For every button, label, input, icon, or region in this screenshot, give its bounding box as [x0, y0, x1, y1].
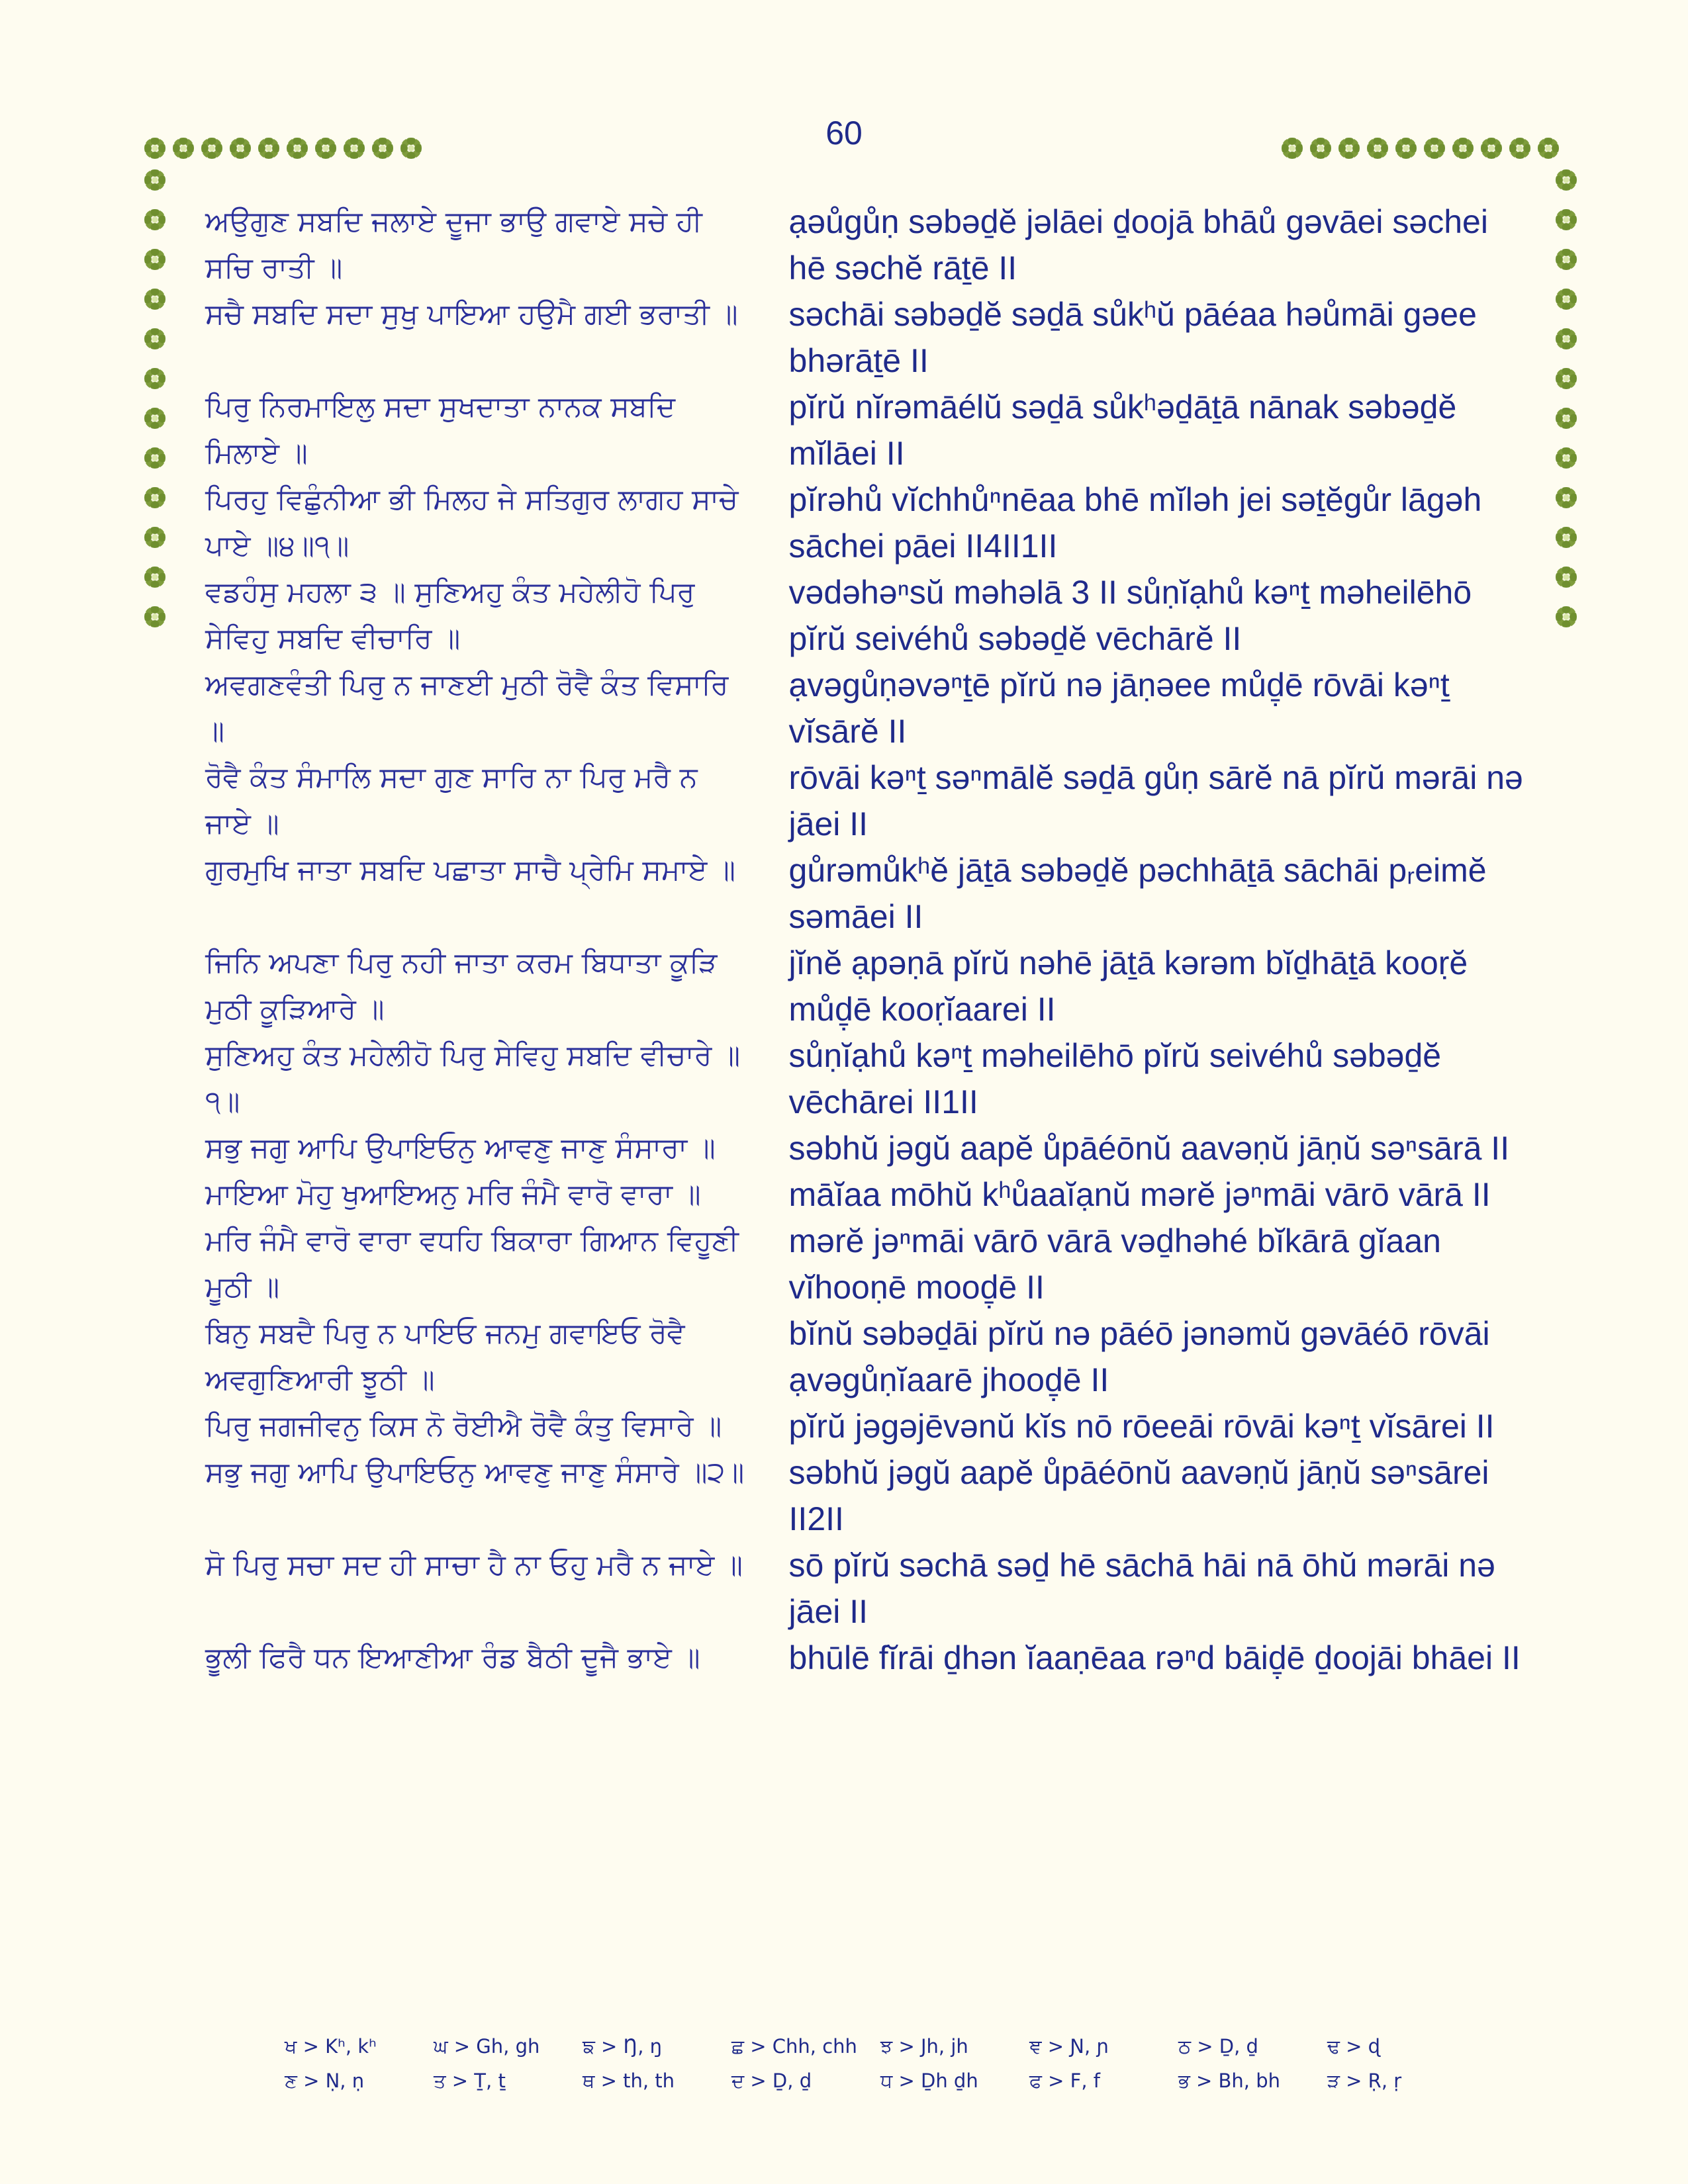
flower-ornament-icon	[144, 328, 165, 349]
transliteration-line: sō pĭrŭ səchā səḏ hē sāchā hāi nā ōhŭ mərāi nə jāei II	[788, 1547, 1495, 1630]
transliteration-line: ạəůgůṇ səbəḏĕ jəlāei ḏoojā bhāů gəvāei səchei hē səchĕ rāṯē II	[788, 203, 1488, 287]
verse-row	[205, 847, 1529, 940]
page-number: 60	[825, 114, 863, 152]
flower-ornament-icon	[1556, 209, 1577, 230]
flower-ornament-icon	[344, 138, 365, 159]
legend-item: ਝ > Jh, jh	[880, 2035, 968, 2058]
gurmukhi-line: ਭੂਲੀ ਫਿਰੈ ਧਨ ਇਆਣੀਆ ਰੰਡ ਬੈਠੀ ਦੂਜੈ ਭਾਏ ॥	[205, 1641, 700, 1674]
legend-item: ਘ > Gh, gh	[434, 2035, 540, 2058]
legend-item: ਤ > Ṯ, ṯ	[434, 2070, 506, 2092]
verse-row	[205, 1032, 1529, 1125]
flower-ornament-icon	[144, 368, 165, 389]
verse-row	[205, 384, 1529, 477]
transliteration-line: ạvəgůṇəvəⁿṯē pĭrŭ nə jāṇəee můḏ̣ē rōvāi kəⁿṯ vĭsārĕ II	[788, 666, 1450, 750]
gurmukhi-line: ਵਡਹੰਸੁ ਮਹਲਾ ੩ ॥ ਸੁਣਿਅਹੁ ਕੰਤ ਮਹੇਲੀਹੋ ਪਿਰੁ ਸੇਵਿਹੁ ਸਬਦਿ ਵੀਚਾਰਿ ॥	[205, 576, 695, 655]
flower-ornament-icon	[1538, 138, 1559, 159]
flower-ornament-icon	[144, 447, 165, 469]
transliteration-legend	[285, 2035, 1476, 2104]
gurmukhi-line: ਬਿਨੁ ਸਬਦੈ ਪਿਰੁ ਨ ਪਾਇਓ ਜਨਮੁ ਗਵਾਇਓ ਰੋਵੈ ਅਵਗੁਣਿਆਰੀ ਝੂਠੀ ॥	[205, 1317, 685, 1396]
verse-row	[205, 662, 1529, 754]
gurmukhi-line: ਗੁਰਮੁਖਿ ਜਾਤਾ ਸਬਦਿ ਪਛਾਤਾ ਸਾਚੈ ਪ੍ਰੇਮਿ ਸਮਾਏ ॥	[205, 854, 735, 887]
legend-item: ਣ > Ṇ, ṇ	[285, 2070, 365, 2092]
flower-ornament-icon	[372, 138, 393, 159]
flower-ornament-icon	[201, 138, 222, 159]
transliteration-line: bhūlē fĭrāi ḏhən ĭaaṇēaa rəⁿd bāiḏ̣ē ḏoojāi bhāei II	[788, 1639, 1521, 1676]
gurmukhi-line: ਅਉਗੁਣ ਸਬਦਿ ਜਲਾਏ ਦੂਜਾ ਭਾਉ ਗਵਾਏ ਸਚੇ ਹੀ ਸਚਿ ਰਾਤੀ ॥	[205, 205, 702, 285]
verse-row	[205, 477, 1529, 569]
verse-row	[205, 1125, 1529, 1171]
legend-row	[285, 2070, 1476, 2104]
verse-row	[205, 1542, 1529, 1635]
transliteration-line: vədəhəⁿsŭ məhəlā 3 II sůṇĭạhů kəⁿṯ məheilēhō pĭrŭ seivéhů səbəḏĕ vēchārĕ II	[788, 574, 1472, 657]
transliteration-line: pĭrŭ nĭrəmāélŭ səḏā sůkʰəḏāṯā nānak səbəḏĕ mĭlāei II	[788, 388, 1457, 472]
flower-ornament-icon	[173, 138, 194, 159]
flower-ornament-icon	[1310, 138, 1331, 159]
flower-ornament-icon	[144, 567, 165, 588]
gurmukhi-line: ਜਿਨਿ ਅਪਣਾ ਪਿਰੁ ਨਹੀ ਜਾਤਾ ਕਰਮ ਬਿਧਾਤਾ ਕੂੜਿ ਮੁਠੀ ਕੂੜਿਆਰੇ ॥	[205, 946, 718, 1026]
transliteration-line: səbhŭ jəgŭ aapĕ ůpāéōnŭ aavəṇŭ jāṇŭ səⁿsārei II2II	[788, 1454, 1489, 1537]
flower-ornament-icon	[1556, 447, 1577, 469]
flower-ornament-icon	[1395, 138, 1417, 159]
legend-item: ੜ > Ṛ, ṛ	[1327, 2070, 1402, 2092]
gurmukhi-line: ਸਭੁ ਜਗੁ ਆਪਿ ਉਪਾਇਓਨੁ ਆਵਣੁ ਜਾਣੁ ਸੰਸਾਰੇ ॥੨॥	[205, 1456, 745, 1489]
flower-ornament-icon	[1556, 328, 1577, 349]
transliteration-line: səbhŭ jəgŭ aapĕ ůpāéōnŭ aavəṇŭ jāṇŭ səⁿsārā II	[788, 1130, 1510, 1167]
flower-ornament-icon	[144, 487, 165, 508]
verse-row	[205, 940, 1529, 1032]
flower-ornament-icon	[315, 138, 336, 159]
gurmukhi-line: ਮਰਿ ਜੰਮੈ ਵਾਰੋ ਵਾਰਾ ਵਧਹਿ ਬਿਕਾਰਾ ਗਿਆਨ ਵਿਹੂਣੀ ਮੂਠੀ ॥	[205, 1224, 739, 1304]
flower-ornament-icon	[1481, 138, 1502, 159]
flower-ornament-icon	[144, 527, 165, 548]
legend-item: ਫ > F, f	[1029, 2070, 1100, 2092]
transliteration-line: bĭnŭ səbəḏāi pĭrŭ nə pāéō jənəmŭ gəvāéō rōvāi ạvəgůṇĭaarē jhooḏ̣ē II	[788, 1315, 1490, 1398]
flower-ornament-icon	[1556, 606, 1577, 627]
flower-ornament-icon	[1556, 169, 1577, 191]
verse-row	[205, 569, 1529, 662]
legend-item: ਠ > Ḏ, ḏ	[1178, 2035, 1258, 2058]
transliteration-line: pĭrŭ jəgəjēvənŭ kĭs nō rōeeāi rōvāi kəⁿṯ vĭsārei II	[788, 1408, 1495, 1445]
verse-table	[205, 199, 1529, 1681]
flower-ornament-icon	[1282, 138, 1303, 159]
verse-row	[205, 1403, 1529, 1449]
flower-ornament-icon	[144, 289, 165, 310]
transliteration-line: jĭnĕ ạpəṇā pĭrŭ nəhē jāṯā kərəm bĭḏhāṯā kooṛĕ můḏ̣ē kooṛĭaarei II	[788, 944, 1468, 1028]
gurmukhi-line: ਸੁਣਿਅਹੁ ਕੰਤ ਮਹੇਲੀਹੋ ਪਿਰੁ ਸੇਵਿਹੁ ਸਬਦਿ ਵੀਚਾਰੇ ॥੧॥	[205, 1039, 741, 1118]
verse-row	[205, 291, 1529, 384]
verse-row	[205, 1310, 1529, 1403]
flower-ornament-icon	[1452, 138, 1474, 159]
transliteration-line: rōvāi kəⁿṯ səⁿmālĕ səḏā gůṇ sārĕ nā pĭrŭ mərāi nə jāei II	[788, 759, 1523, 842]
gurmukhi-line: ਪਿਰੁ ਨਿਰਮਾਇਲੁ ਸਦਾ ਸੁਖਦਾਤਾ ਨਾਨਕ ਸਬਦਿ ਮਿਲਾਏ ॥	[205, 390, 676, 470]
flower-ornament-icon	[1556, 289, 1577, 310]
transliteration-line: māĭaa mōhŭ kʰůaaĭạnŭ mərĕ jəⁿmāi vārō vārā II	[788, 1176, 1491, 1213]
flower-ornament-icon	[144, 138, 165, 159]
flower-ornament-icon	[144, 408, 165, 429]
flower-ornament-icon	[1338, 138, 1360, 159]
legend-item: ਖ > Kʰ, kʰ	[285, 2035, 377, 2058]
transliteration-line: mərĕ jəⁿmāi vārō vārā vəḏhəhé bĭkārā gĭaan vĭhooṇē mooḏ̣ē II	[788, 1222, 1441, 1306]
flower-ornament-icon	[230, 138, 251, 159]
gurmukhi-line: ਸਭੁ ਜਗੁ ਆਪਿ ਉਪਾਇਓਨੁ ਆਵਣੁ ਜਾਣੁ ਸੰਸਾਰਾ ॥	[205, 1132, 716, 1165]
gurmukhi-line: ਪਿਰੁ ਜਗਜੀਵਨੁ ਕਿਸ ਨੋ ਰੋਈਐ ਰੋਵੈ ਕੰਤੁ ਵਿਸਾਰੇ ॥	[205, 1410, 722, 1443]
verse-row	[205, 1218, 1529, 1310]
legend-row	[285, 2035, 1476, 2070]
flower-ornament-icon	[287, 138, 308, 159]
gurmukhi-line: ਸਚੈ ਸਬਦਿ ਸਦਾ ਸੁਖੁ ਪਾਇਆ ਹਉਮੈ ਗਈ ਭਰਾਤੀ ॥	[205, 298, 738, 331]
flower-ornament-icon	[144, 209, 165, 230]
legend-item: ਢ > ɖ	[1327, 2035, 1381, 2058]
verse-row	[205, 1635, 1529, 1681]
legend-item: ਥ > th, th	[583, 2070, 675, 2092]
flower-ornament-icon	[1424, 138, 1445, 159]
flower-ornament-icon	[1556, 249, 1577, 270]
gurmukhi-line: ਪਿਰਹੁ ਵਿਛੁੰਨੀਆ ਭੀ ਮਿਲਹ ਜੇ ਸਤਿਗੁਰ ਲਾਗਹ ਸਾਚੇ ਪਾਏ ॥੪॥੧॥	[205, 483, 739, 563]
transliteration-line: sůṇĭạhů kəⁿṯ məheilēhō pĭrŭ seivéhů səbəḏĕ vēchārei II1II	[788, 1037, 1442, 1120]
flower-ornament-icon	[1556, 567, 1577, 588]
flower-ornament-icon	[258, 138, 279, 159]
flower-ornament-icon	[144, 606, 165, 627]
flower-ornament-icon	[1556, 487, 1577, 508]
gurmukhi-line: ਅਵਗਣਵੰਤੀ ਪਿਰੁ ਨ ਜਾਣਈ ਮੁਠੀ ਰੋਵੈ ਕੰਤ ਵਿਸਾਰਿ ॥	[205, 668, 729, 748]
transliteration-line: pĭrəhů vĭchhůⁿnēaa bhē mĭləh jei səṯĕgůr lāgəh sāchei pāei II4II1II	[788, 481, 1482, 565]
transliteration-line: gůrəmůkʰĕ jāṯā səbəḏĕ pəchhāṯā sāchāi pᵣeimĕ səmāei II	[788, 852, 1487, 935]
legend-item: ਦ > Ḏ, ḏ	[731, 2070, 812, 2092]
flower-ornament-icon	[144, 169, 165, 191]
verse-row	[205, 754, 1529, 847]
flower-ornament-icon	[1556, 368, 1577, 389]
gurmukhi-line: ਸੋ ਪਿਰੁ ਸਚਾ ਸਦ ਹੀ ਸਾਚਾ ਹੈ ਨਾ ਓਹੁ ਮਰੈ ਨ ਜਾਏ ॥	[205, 1549, 743, 1582]
flower-ornament-icon	[1367, 138, 1388, 159]
flower-ornament-icon	[1509, 138, 1530, 159]
legend-item: ਙ > Ŋ, ŋ	[583, 2035, 663, 2058]
flower-ornament-icon	[144, 249, 165, 270]
verse-row	[205, 1449, 1529, 1542]
transliteration-line: səchāi səbəḏĕ səḏā sůkʰŭ pāéaa həůmāi gəee bhərāṯē II	[788, 296, 1477, 379]
flower-ornament-icon	[1556, 408, 1577, 429]
legend-item: ਭ > Bh, bh	[1178, 2070, 1281, 2092]
flower-ornament-icon	[400, 138, 422, 159]
legend-item: ਞ > Ɲ, ɲ	[1029, 2035, 1109, 2058]
flower-ornament-icon	[1556, 527, 1577, 548]
legend-item: ਛ > Chh, chh	[731, 2035, 857, 2058]
verse-row	[205, 1171, 1529, 1218]
gurmukhi-line: ਮਾਇਆ ਮੋਹੁ ਖੁਆਇਅਨੁ ਮਰਿ ਜੰਮੈ ਵਾਰੋ ਵਾਰਾ ॥	[205, 1178, 701, 1211]
verse-row	[205, 199, 1529, 291]
legend-item: ਧ > Ḏh ḏh	[880, 2070, 978, 2092]
gurmukhi-line: ਰੋਵੈ ਕੰਤ ਸੰਮਾਲਿ ਸਦਾ ਗੁਣ ਸਾਰਿ ਨਾ ਪਿਰੁ ਮਰੈ ਨ ਜਾਏ ॥	[205, 761, 698, 841]
